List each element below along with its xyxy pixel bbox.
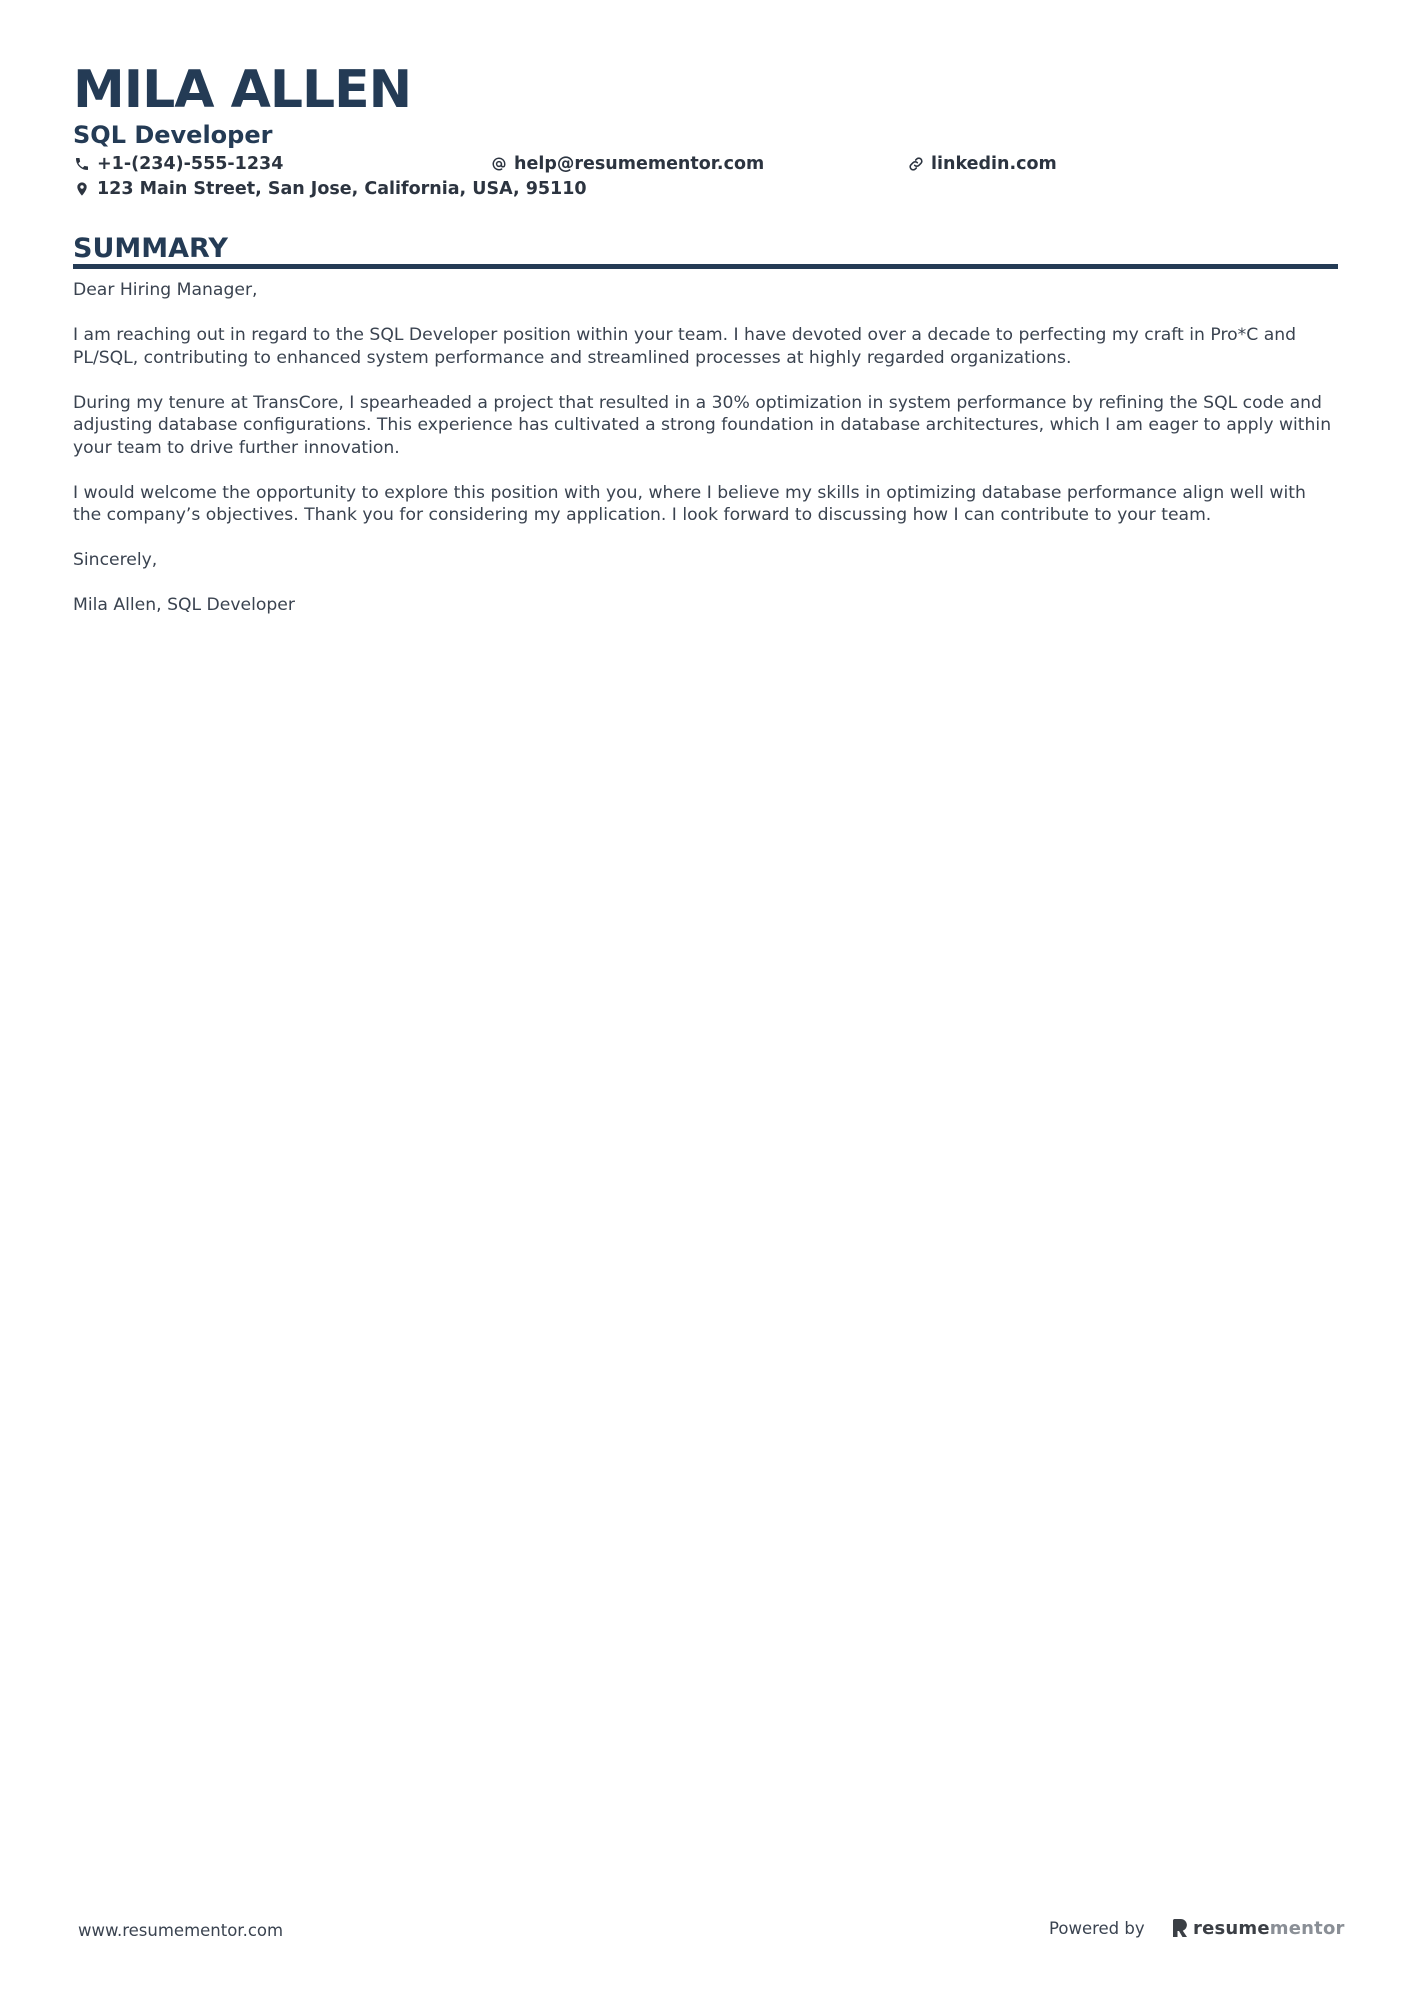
footer-url[interactable]: www.resumementor.com bbox=[78, 1921, 284, 1940]
summary-heading: SUMMARY bbox=[73, 233, 228, 264]
brand-mark-icon bbox=[1172, 1918, 1188, 1938]
signature: Mila Allen, SQL Developer bbox=[73, 595, 295, 615]
letter-body bbox=[73, 279, 1338, 639]
email-text[interactable]: help@resumementor.com bbox=[514, 154, 765, 174]
at-icon bbox=[490, 155, 508, 173]
phone-text: +1-(234)-555-1234 bbox=[97, 154, 284, 174]
section-divider bbox=[73, 264, 1338, 269]
brand-wordmark: resumementor bbox=[1193, 1917, 1345, 1939]
website-text[interactable]: linkedin.com bbox=[931, 154, 1057, 174]
contact-phone bbox=[73, 153, 283, 175]
contact-address bbox=[73, 178, 587, 200]
salutation: Dear Hiring Manager, bbox=[73, 280, 258, 300]
powered-by-label: Powered by bbox=[1049, 1919, 1145, 1938]
brand-logo[interactable] bbox=[1172, 1915, 1345, 1941]
paragraph-intro: I am reaching out in regard to the SQL Developer position within your team. I have devoted over a decade to perfecting my craft in Pro*C and PL/SQL, contributing to enhanced system performance and streamlined processes at highly regarded organizations. bbox=[73, 325, 1297, 368]
phone-icon bbox=[73, 155, 91, 173]
contact-website[interactable] bbox=[907, 153, 1057, 175]
address-text: 123 Main Street, San Jose, California, USA, 95110 bbox=[97, 179, 587, 199]
contact-email[interactable] bbox=[490, 153, 764, 175]
candidate-name: MILA ALLEN bbox=[73, 60, 412, 120]
sign-off: Sincerely, bbox=[73, 550, 158, 570]
paragraph-experience: During my tenure at TransCore, I spearheaded a project that resulted in a 30% optimization in system performance by refining the SQL code and adjusting database configurations. This experience has cultivated a strong foundation in database architectures, which I am eager to apply within your team to drive further innovation. bbox=[73, 392, 1332, 458]
location-pin-icon bbox=[73, 180, 91, 198]
paragraph-closing: I would welcome the opportunity to explore this position with you, where I believe my skills in optimizing database performance align well with the company’s objectives. Thank you for considering my application. I look forward to discussing how I can contribute to your team. bbox=[73, 482, 1306, 525]
job-title: SQL Developer bbox=[73, 121, 273, 149]
link-icon bbox=[907, 155, 925, 173]
